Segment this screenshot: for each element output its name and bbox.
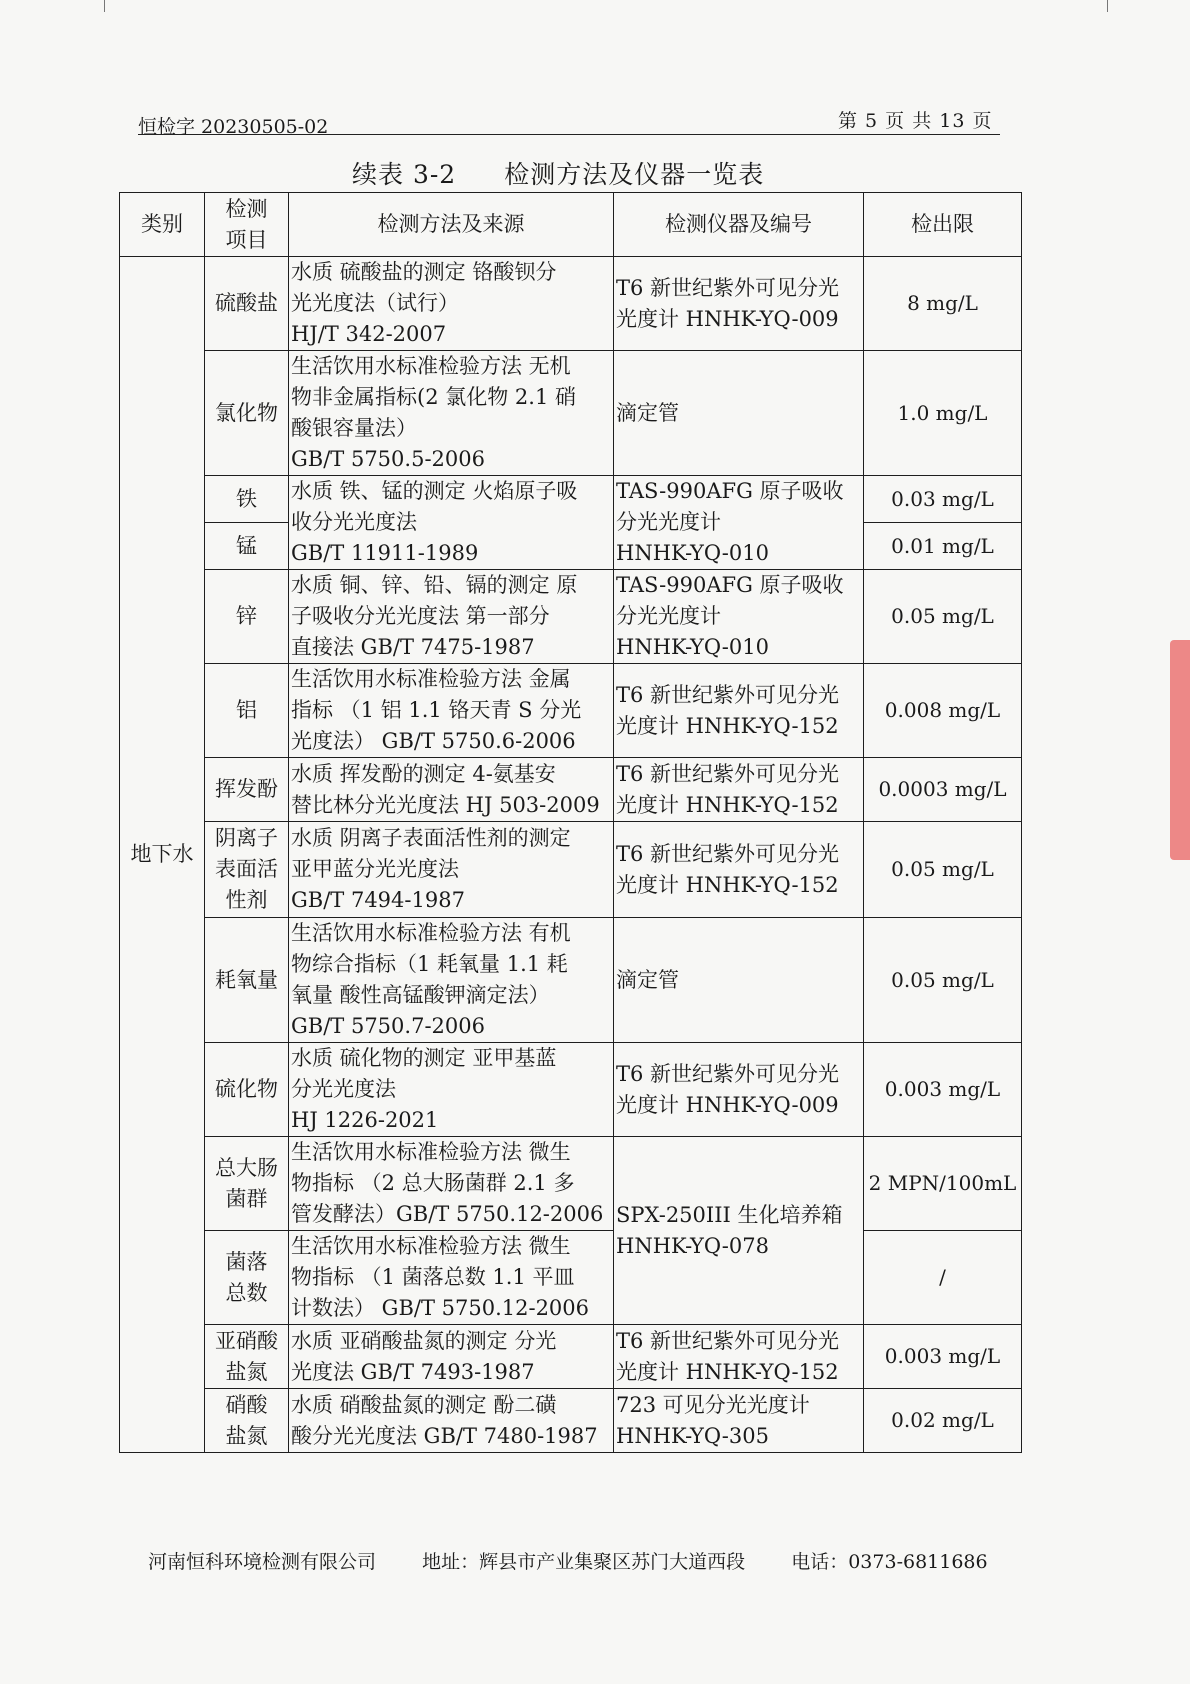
instrument-cell: 滴定管 (614, 918, 864, 1043)
table-row (120, 1043, 1022, 1137)
item-cell: 锰 (205, 523, 289, 570)
limit-cell: 0.01 mg/L (864, 523, 1022, 570)
header-item: 检测 项目 (205, 193, 289, 257)
limit-cell: 0.05 mg/L (864, 570, 1022, 664)
table-header-row (120, 193, 1022, 257)
method-cell: 生活饮用水标准检验方法 微生 物指标 （2 总大肠菌群 2.1 多 管发酵法）GB/T 5750.12-2006 (289, 1137, 614, 1231)
limit-cell: 0.05 mg/L (864, 918, 1022, 1043)
limit-cell: 2 MPN/100mL (864, 1137, 1022, 1231)
table-row (120, 1231, 1022, 1325)
method-cell: 生活饮用水标准检验方法 微生 物指标 （1 菌落总数 1.1 平皿 计数法） GB/T 5750.12-2006 (289, 1231, 614, 1325)
instrument-cell: 723 可见分光光度计 HNHK-YQ-305 (614, 1389, 864, 1453)
scan-edge-mark (1107, 0, 1108, 12)
table-row (120, 822, 1022, 918)
item-cell: 菌落 总数 (205, 1231, 289, 1325)
item-cell: 耗氧量 (205, 918, 289, 1043)
limit-cell: / (864, 1231, 1022, 1325)
table-row (120, 351, 1022, 476)
table-row (120, 1389, 1022, 1453)
method-cell: 生活饮用水标准检验方法 金属 指标 （1 铝 1.1 铬天青 S 分光 光度法） GB/T 5750.6-2006 (289, 664, 614, 758)
limit-cell: 8 mg/L (864, 257, 1022, 351)
instrument-cell: 滴定管 (614, 351, 864, 476)
method-instrument-table (119, 192, 1022, 1453)
item-cell: 硫酸盐 (205, 257, 289, 351)
limit-cell: 0.03 mg/L (864, 476, 1022, 523)
limit-cell: 0.05 mg/L (864, 822, 1022, 918)
method-cell: 水质 铜、锌、铅、镉的测定 原 子吸收分光光度法 第一部分 直接法 GB/T 7475-1987 (289, 570, 614, 664)
header-rule (138, 134, 1000, 135)
limit-cell: 0.003 mg/L (864, 1043, 1022, 1137)
table-row (120, 1325, 1022, 1389)
item-cell: 硫化物 (205, 1043, 289, 1137)
table-caption: 检测方法及仪器一览表 (504, 160, 765, 189)
footer-company: 河南恒科环境检测有限公司 (148, 1551, 377, 1573)
instrument-cell: T6 新世纪紫外可见分光 光度计 HNHK-YQ-152 (614, 822, 864, 918)
table-title (352, 155, 764, 191)
instrument-cell: SPX-250III 生化培养箱 HNHK-YQ-078 (614, 1137, 864, 1325)
instrument-cell: TAS-990AFG 原子吸收 分光光度计 HNHK-YQ-010 (614, 476, 864, 570)
item-cell: 锌 (205, 570, 289, 664)
method-cell: 水质 亚硝酸盐氮的测定 分光 光度法 GB/T 7493-1987 (289, 1325, 614, 1389)
table-row (120, 758, 1022, 822)
instrument-cell: T6 新世纪紫外可见分光 光度计 HNHK-YQ-009 (614, 257, 864, 351)
category-cell: 地下水 (120, 257, 205, 1453)
limit-cell: 1.0 mg/L (864, 351, 1022, 476)
instrument-cell: T6 新世纪紫外可见分光 光度计 HNHK-YQ-152 (614, 1325, 864, 1389)
table-row (120, 257, 1022, 351)
method-cell: 水质 硫酸盐的测定 铬酸钡分 光光度法（试行） HJ/T 342-2007 (289, 257, 614, 351)
header-category: 类别 (120, 193, 205, 257)
method-cell: 水质 铁、锰的测定 火焰原子吸 收分光光度法 GB/T 11911-1989 (289, 476, 614, 570)
instrument-cell: TAS-990AFG 原子吸收 分光光度计 HNHK-YQ-010 (614, 570, 864, 664)
page-footer (148, 1547, 988, 1574)
header-limit: 检出限 (864, 193, 1022, 257)
item-cell: 亚硝酸 盐氮 (205, 1325, 289, 1389)
method-cell: 生活饮用水标准检验方法 无机 物非金属指标(2 氯化物 2.1 硝 酸银容量法） GB/T 5750.5-2006 (289, 351, 614, 476)
limit-cell: 0.0003 mg/L (864, 758, 1022, 822)
instrument-cell: T6 新世纪紫外可见分光 光度计 HNHK-YQ-152 (614, 758, 864, 822)
instrument-cell: T6 新世纪紫外可见分光 光度计 HNHK-YQ-009 (614, 1043, 864, 1137)
table-number: 续表 3-2 (352, 160, 457, 189)
table-row (120, 1137, 1022, 1231)
header-instrument: 检测仪器及编号 (614, 193, 864, 257)
limit-cell: 0.003 mg/L (864, 1325, 1022, 1389)
instrument-cell: T6 新世纪紫外可见分光 光度计 HNHK-YQ-152 (614, 664, 864, 758)
method-cell: 水质 阴离子表面活性剂的测定 亚甲蓝分光光度法 GB/T 7494-1987 (289, 822, 614, 918)
table-row (120, 918, 1022, 1043)
page-indicator: 第 5 页 共 13 页 (838, 110, 993, 132)
item-cell: 氯化物 (205, 351, 289, 476)
item-cell: 硝酸 盐氮 (205, 1389, 289, 1453)
method-cell: 水质 硝酸盐氮的测定 酚二磺 酸分光光度法 GB/T 7480-1987 (289, 1389, 614, 1453)
seal-stamp-fragment (1170, 640, 1190, 860)
footer-address: 地址：辉县市产业集聚区苏门大道西段 (422, 1551, 746, 1573)
table-row (120, 570, 1022, 664)
method-cell: 水质 硫化物的测定 亚甲基蓝 分光光度法 HJ 1226-2021 (289, 1043, 614, 1137)
item-cell: 铁 (205, 476, 289, 523)
limit-cell: 0.02 mg/L (864, 1389, 1022, 1453)
method-cell: 生活饮用水标准检验方法 有机 物综合指标（1 耗氧量 1.1 耗 氧量 酸性高锰酸钾滴定法） GB/T 5750.7-2006 (289, 918, 614, 1043)
item-cell: 阴离子 表面活 性剂 (205, 822, 289, 918)
item-cell: 总大肠 菌群 (205, 1137, 289, 1231)
footer-phone: 电话：0373-6811686 (791, 1551, 988, 1573)
scan-edge-mark (104, 0, 105, 12)
limit-cell: 0.008 mg/L (864, 664, 1022, 758)
item-cell: 挥发酚 (205, 758, 289, 822)
document-number: 恒检字 20230505-02 (138, 116, 329, 138)
table-row (120, 476, 1022, 523)
method-cell: 水质 挥发酚的测定 4-氨基安 替比林分光光度法 HJ 503-2009 (289, 758, 614, 822)
item-cell: 铝 (205, 664, 289, 758)
header-method: 检测方法及来源 (289, 193, 614, 257)
table-row (120, 664, 1022, 758)
